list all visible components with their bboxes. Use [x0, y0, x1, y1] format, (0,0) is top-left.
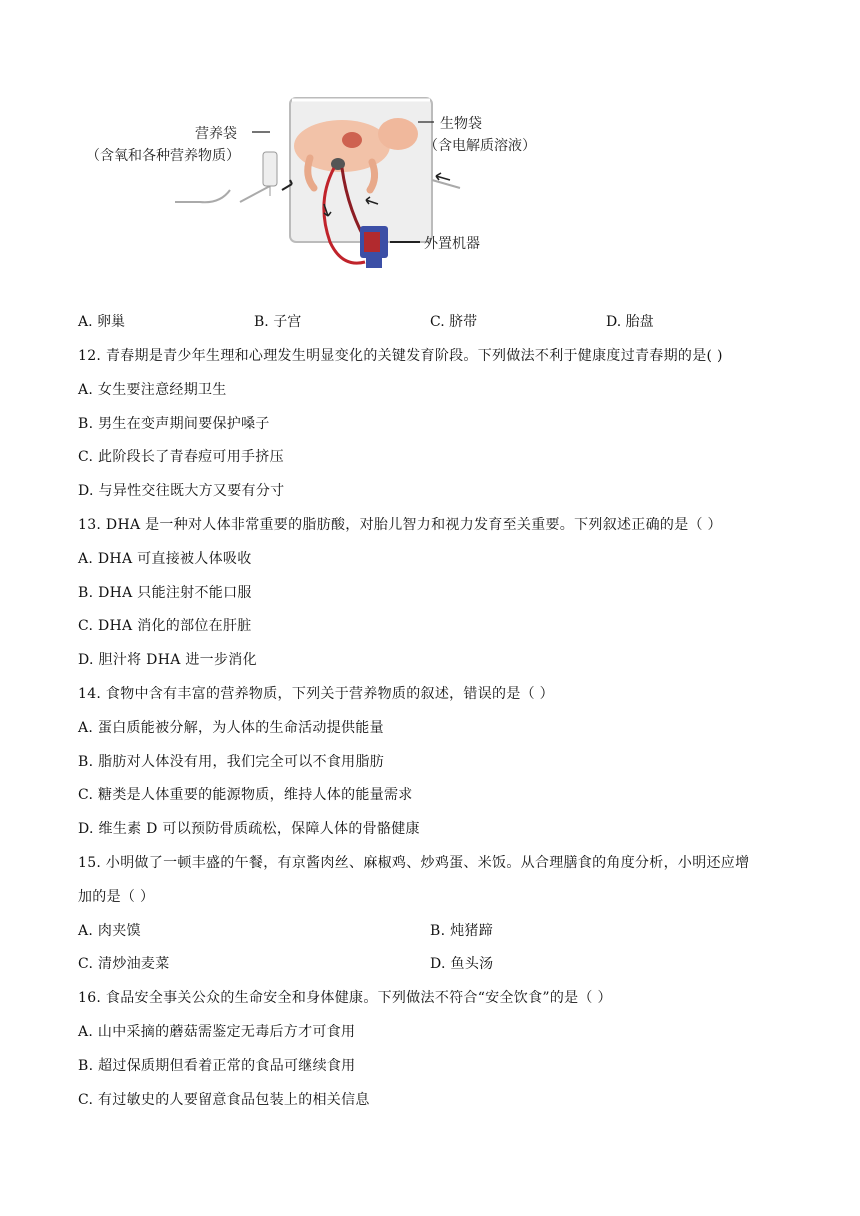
q12-option-a: A. 女生要注意经期卫生 [78, 382, 227, 398]
q16-stem: 16. 食品安全事关公众的生命安全和身体健康。下列做法不符合“安全饮食”的是（ ） [78, 990, 612, 1006]
q14-option-d: D. 维生素 D 可以预防骨质疏松，保障人体的骨骼健康 [78, 821, 420, 837]
bio-bag-note: （含电解质溶液） [424, 138, 536, 154]
q11-option-c: C. 脐带 [430, 314, 478, 330]
artificial-womb-figure [80, 92, 540, 284]
q15-option-d: D. 鱼头汤 [430, 956, 494, 972]
q14-option-a: A. 蛋白质能被分解，为人体的生命活动提供能量 [78, 720, 384, 736]
q15-stem-line2: 加的是（ ） [78, 889, 155, 905]
q12-option-c: C. 此阶段长了青春痘可用手挤压 [78, 449, 284, 465]
q12-option-b: B. 男生在变声期间要保护嗓子 [78, 416, 270, 432]
q14-option-c: C. 糖类是人体重要的能源物质，维持人体的能量需求 [78, 787, 413, 803]
q16-option-c: C. 有过敏史的人要留意食品包装上的相关信息 [78, 1092, 370, 1108]
artificial-womb-diagram [80, 92, 540, 284]
q16-option-b: B. 超过保质期但看着正常的食品可继续食用 [78, 1058, 356, 1074]
q13-option-d: D. 胆汁将 DHA 进一步消化 [78, 652, 257, 668]
nutrient-bag-note: （含氧和各种营养物质） [86, 148, 240, 164]
q13-option-a: A. DHA 可直接被人体吸收 [78, 551, 252, 567]
q13-stem: 13. DHA 是一种对人体非常重要的脂肪酸，对胎儿智力和视力发育至关重要。下列叙述正确的是（ ） [78, 517, 722, 533]
external-machine-label: 外置机器 [424, 236, 480, 252]
q16-option-a: A. 山中采摘的蘑菇需鉴定无毒后方才可食用 [78, 1024, 356, 1040]
q15-option-c: C. 清炒油麦菜 [78, 956, 170, 972]
q12-stem: 12. 青春期是青少年生理和心理发生明显变化的关键发育阶段。下列做法不利于健康度过青春期的是( ) [78, 348, 723, 364]
bio-bag-label: 生物袋 [440, 116, 482, 132]
q13-option-c: C. DHA 消化的部位在肝脏 [78, 618, 252, 634]
q11-option-b: B. 子宫 [254, 314, 302, 330]
arrow-icon [436, 173, 450, 180]
q14-option-b: B. 脂肪对人体没有用，我们完全可以不食用脂肪 [78, 754, 385, 770]
nutrient-bag-label: 营养袋 [195, 126, 237, 142]
q15-stem-line1: 15. 小明做了一顿丰盛的午餐，有京酱肉丝、麻椒鸡、炒鸡蛋、米饭。从合理膳食的角度分析，小明还应增 [78, 855, 750, 871]
q14-stem: 14. 食物中含有丰富的营养物质，下列关于营养物质的叙述，错误的是（ ） [78, 686, 554, 702]
q11-option-d: D. 胎盘 [606, 314, 654, 330]
q15-option-b: B. 炖猪蹄 [430, 923, 493, 939]
q15-option-a: A. 肉夹馍 [78, 923, 141, 939]
bio-bag [290, 98, 432, 242]
q12-option-d: D. 与异性交往既大方又要有分寸 [78, 483, 285, 499]
nutrient-bag [263, 152, 277, 186]
q11-option-a: A. 卵巢 [78, 314, 126, 330]
q13-option-b: B. DHA 只能注射不能口服 [78, 585, 252, 601]
